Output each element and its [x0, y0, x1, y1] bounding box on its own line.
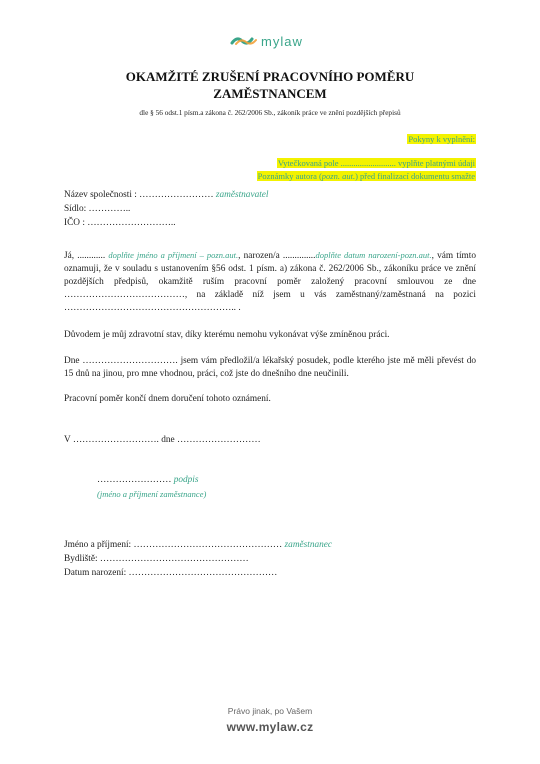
- signature-line: [97, 474, 199, 487]
- company-name-hint: zaměstnavatel: [215, 190, 269, 200]
- signature-field[interactable]: ……………………: [97, 475, 172, 485]
- company-name-field[interactable]: ……………………: [139, 190, 214, 200]
- employee-dob-label: Datum narození:: [64, 568, 127, 578]
- paragraph-medical-report: Dne …………………………. jsem vám předložil/a lékařský posudek, podle kterého jste mě měli převést do 15 dnů na jinou, pro mne vhodnou, práci, což jste do dnešního dne neučinili.: [64, 356, 476, 379]
- mylaw-logo: [230, 33, 312, 49]
- place-date-line: V ………………………. dne ………………………: [64, 435, 261, 445]
- instructions-line1: Vytečkovaná pole .......................... vyplňte platnými údaji: [277, 158, 475, 168]
- instructions-heading: Pokyny k vyplnění:: [408, 134, 475, 144]
- company-seat-label: Sídlo:: [64, 204, 87, 214]
- paragraph-declaration: Já, ............ doplňte jméno a příjmení – pozn.aut., narozen/a ..............doplňte datum narození-pozn.aut., vám tímto oznamuji, že v souladu s ustanovením §56 odst. 1 písm. a) zákona č. 262/2006 Sb., zákoníku práce ve znění pozdějších předpisů, okamžitě ruším pracovní poměr založený pracovní smlouvou ze dne …………………………………, na základě níž jsem u vás zaměstnaný/zaměstnaná na pozici ……………………………………………….. .: [64, 250, 476, 313]
- instructions-heading-wrap: [407, 129, 476, 147]
- company-seat-field[interactable]: …………..: [88, 204, 131, 214]
- employee-name-field[interactable]: …………………………………………: [133, 540, 283, 550]
- paragraph-reason: Důvodem je můj zdravotní stav, díky kterému nemohu vykonávat výše zmíněnou práci.: [64, 330, 390, 340]
- signature-label: podpis: [173, 475, 199, 485]
- employee-address-line: [64, 553, 249, 566]
- logo-text: mylaw: [261, 33, 303, 49]
- company-ico-line: [64, 217, 176, 230]
- employee-address-label: Bydliště:: [64, 554, 98, 564]
- document-subtitle: dle § 56 odst.1 písm.a zákona č. 262/2006 Sb., zákoník práce ve znění pozdějších přepisů: [139, 108, 401, 117]
- employee-dob-field[interactable]: …………………………………………: [128, 568, 278, 578]
- name-hint: doplňte jméno a příjmení – pozn.aut.: [108, 250, 239, 260]
- company-ico-label: IČO :: [64, 218, 85, 228]
- birthdate-hint: doplňte datum narození-pozn.aut.: [315, 250, 432, 260]
- instructions-line2: Poznámky autora (pozn. aut.) před finalizací dokumentu smažte: [257, 171, 475, 181]
- footer-slogan: Právo jinak, po Vašem: [227, 706, 313, 716]
- employee-name-hint: zaměstnanec: [284, 540, 333, 550]
- company-seat-line: [64, 203, 130, 216]
- footer-url[interactable]: www.mylaw.cz: [226, 720, 314, 734]
- signature-name-hint: (jméno a příjmení zaměstnance): [97, 489, 207, 499]
- employee-address-field[interactable]: …………………………………………: [99, 554, 249, 564]
- employee-name-label: Jméno a příjmení:: [64, 540, 132, 550]
- document-title-line1: OKAMŽITÉ ZRUŠENÍ PRACOVNÍHO POMĚRU: [125, 69, 415, 84]
- company-name-label: Název společnosti :: [64, 190, 137, 200]
- company-name-line: [64, 189, 269, 202]
- mylaw-logo-icon: [230, 35, 258, 47]
- paragraph-termination: Pracovní poměr končí dnem doručení tohoto oznámení.: [64, 394, 271, 404]
- document-title-line2: ZAMĚSTNANCEM: [213, 86, 327, 101]
- instructions-line2-wrap: [257, 166, 476, 184]
- employee-dob-line: [64, 567, 277, 580]
- company-ico-field[interactable]: ………………………..: [87, 218, 176, 228]
- employee-name-line: [64, 539, 332, 552]
